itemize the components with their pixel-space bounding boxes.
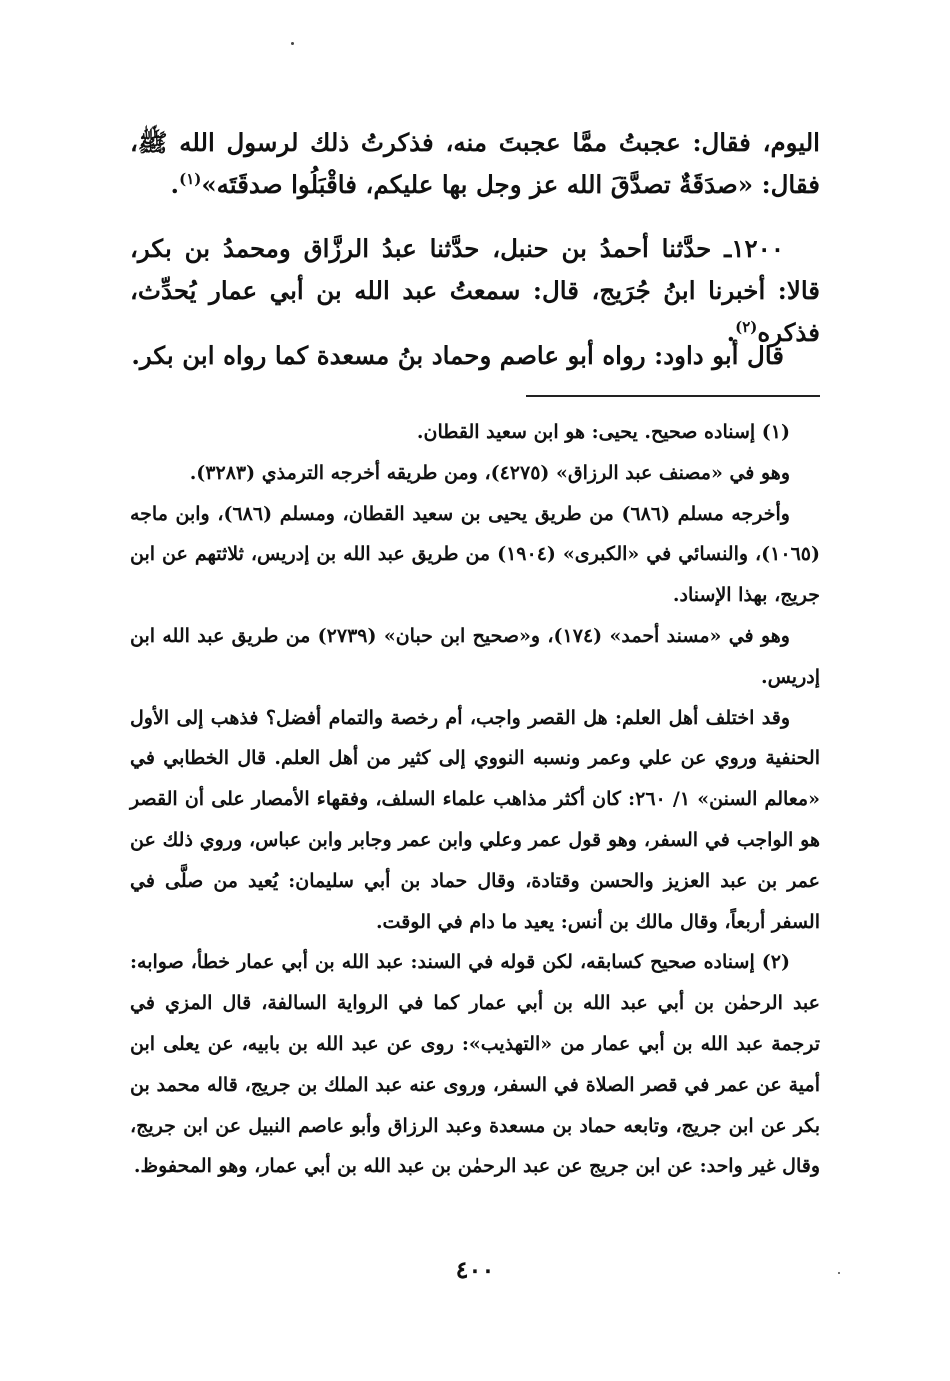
footnote-1-paragraph-5: وقد اختلف أهل العلم: هل القصر واجب، أم رخصة والتمام أفضل؟ فذهب إلى الأول الحنفية وروي عن علي وعمر ونسبه النووي إلى كثير من أهل العلم. قال الخطابي في «معالم السنن» ١/ ٢٦٠: كان أكثر مذاهب علماء السلف، وفقهاء الأمصار على أن القصر هو الواجب في السفر، وهو قول عمر وعلي وابن عمر وجابر وابن عباس، وروي ذلك عن عمر بن عبد العزيز والحسن وقتادة، وقال حماد بن أبي سليمان: يُعيد من صلَّى في السفر أربعاً، وقال مالك بن أنس: يعيد ما دام في الوقت. bbox=[130, 706, 820, 933]
footnote-1-paragraph-3: وأخرجه مسلم (٦٨٦) من طريق يحيى بن سعيد القطان، ومسلم (٦٨٦)، وابن ماجه (١٠٦٥)، والنسائي في «الكبرى» (١٩٠٤) من طريق عبد الله بن إدريس، ثلاثتهم عن ابن جريج، بهذا الإسناد. bbox=[130, 502, 820, 607]
hadith-continuation-paragraph bbox=[130, 122, 820, 206]
footnote-ref-2: (٢) bbox=[735, 317, 758, 336]
main-text-block bbox=[130, 122, 820, 206]
footnote-1-paragraph-4: وهو في «مسند أحمد» (١٧٤)، و«صحيح ابن حبان» (٢٧٣٩) من طريق عبد الله ابن إدريس. bbox=[130, 624, 820, 688]
abu-dawud-block bbox=[130, 335, 820, 377]
abu-dawud-note: قال أبو داود: رواه أبو عاصم وحماد بنُ مسعدة كما رواه ابن بكر. bbox=[131, 341, 784, 370]
paragraph-text: اليوم، فقال: عجبتُ ممَّا عجبتَ منه، فذكرتُ ذلك لرسول الله ﷺ، فقال: «صدَقَةٌ تصدَّقَ الله عز وجل بها عليكم، فاقْبَلُوا صدقَتَه» bbox=[130, 128, 820, 199]
footnote-ref-1: (١) bbox=[179, 169, 202, 188]
scan-speck-top bbox=[291, 42, 294, 45]
hadith-text: ١٢٠٠ـ حدَّثنا أحمدُ بن حنبل، حدَّثنا عبدُ الرزَّاق ومحمدُ بن بكر، قالا: أخبرنا ابنُ جُرَيج، قال: سمعتُ عبد الله بن أبي عمار يُحدِّث، فذكره bbox=[130, 234, 820, 347]
page-number: ٤٠٠ bbox=[455, 1255, 495, 1284]
footnote-1-line-2: وهو في «مصنف عبد الرزاق» (٤٢٧٥)، ومن طريقه أخرجه الترمذي (٣٢٨٣). bbox=[189, 461, 790, 484]
footnotes-block bbox=[130, 412, 820, 1187]
hadith-end: . bbox=[726, 318, 736, 347]
footnote-1-line-1: (١) إسناده صحيح. يحيى: هو ابن سعيد القطان. bbox=[416, 421, 790, 443]
paragraph-end: . bbox=[170, 170, 180, 199]
footnote-separator-rule bbox=[526, 395, 820, 397]
footnote-2: (٢) إسناده صحيح كسابقه، لكن قوله في السند: عبد الله بن أبي عمار خطأ، صوابه: عبد الرحمٰن بن أبي عبد الله بن أبي عمار كما في الرواية السالفة، قال المزي في ترجمة عبد الله بن أبي عمار من «التهذيب»: روى عن عبد الله بن بابيه، عن يعلى ابن أمية عن عمر في قصر الصلاة في السفر، وروى عنه عبد الملك بن جريج، قاله محمد بن بكر عن ابن جريج، وتابعه حماد بن مسعدة وعبد الرزاق وأبو عاصم النبيل عن ابن جريج، وقال غير واحد: عن ابن جريج عن عبد الرحمٰن بن عبد الله بن أبي عمار، وهو المحفوظ. bbox=[130, 951, 820, 1178]
